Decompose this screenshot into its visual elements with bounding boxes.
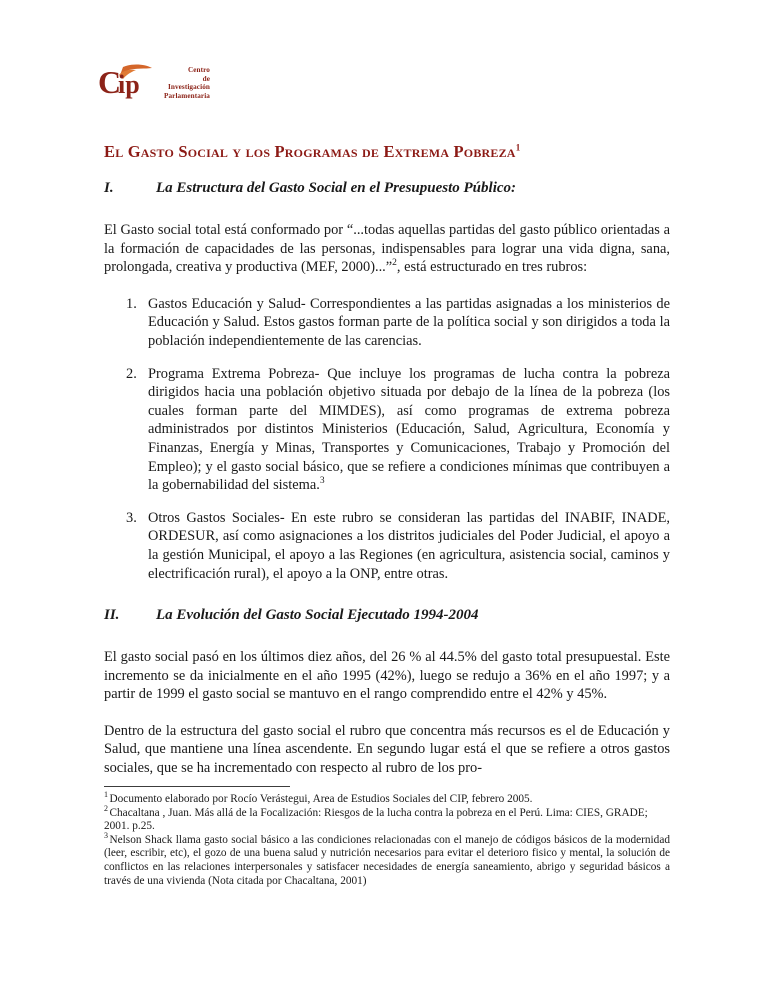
intro-text-part-1: El Gasto social total está conformado por “...todas aquellas partidas del gasto público orientadas a la formación de capacidades de las personas, indispensables para lograr una vida digna, sana, prolongada, creativa y productiva (MEF, 2000)...” <box>104 222 670 276</box>
rubros-list <box>104 295 670 583</box>
list-item-marker: 3. <box>126 509 137 526</box>
list-item-text: Otros Gastos Sociales- En este rubro se consideran las partidas del INABIF, INADE, ORDESUR, así como asignaciones a los distritos judiciales del Poder Judicial, el apoyo a la gestión Municipal, el apoyo a las Regiones (en agricultura, asistencia social, caminos y electrificación rural), el apoyo a la ONP, entre otras. <box>148 509 670 582</box>
svg-text:ip: ip <box>118 70 140 99</box>
list-item-footnote-ref: 3 <box>319 476 325 487</box>
footnote-2-text: Chacaltana , Juan. Más allá de la Focalización: Riesgos de la lucha contra la pobreza en el Perú. Lima: CIES, GRADE; 2001. p.25. <box>104 806 648 833</box>
cip-logo-line-3: Investigación <box>167 83 210 91</box>
cip-logo-line-2: de <box>202 74 210 83</box>
list-item-text: Gastos Educación y Salud- Correspondientes a las partidas asignadas a los ministerios de Educación y Salud. Estos gastos forman parte de la política social y son dirigidos a toda la población independientemente de las carencias. <box>148 295 670 349</box>
section-heading-1 <box>104 180 670 197</box>
document-title-text: El Gasto Social y los Programas de Extrema Pobreza <box>104 142 516 162</box>
section-numeral-2: II. <box>104 607 120 624</box>
list-item-marker: 2. <box>126 365 137 382</box>
footnote-1 <box>104 790 670 807</box>
footnote-1-marker: 1 <box>104 790 108 800</box>
section-heading-2 <box>104 607 670 624</box>
list-item <box>104 365 670 495</box>
section-numeral-1: I. <box>104 180 114 196</box>
footnote-2 <box>104 803 670 834</box>
svg-text:C: C <box>98 64 122 100</box>
cip-logo-mark <box>98 62 156 100</box>
footnotes-area <box>104 786 670 888</box>
cip-logo-wordmark <box>154 66 210 100</box>
footnote-separator-rule <box>104 786 290 787</box>
intro-text-part-2: , está estructurado en tres rubros: <box>396 259 588 276</box>
cip-logo-line-4: Parlamentaria <box>163 91 210 100</box>
section-title-1: La Estructura del Gasto Social en el Presupuesto Público: <box>156 180 517 196</box>
footnote-3-marker: 3 <box>104 831 108 841</box>
list-item-marker: 1. <box>126 295 137 312</box>
footnote-1-text: Documento elaborado por Rocío Verástegui, Area de Estudios Sociales del CIP, febrero 2005. <box>109 793 533 805</box>
list-item <box>104 295 670 351</box>
section-title-2: La Evolución del Gasto Social Ejecutado 1994-2004 <box>156 607 479 624</box>
list-item <box>104 509 670 583</box>
list-item-text: Programa Extrema Pobreza- Que incluye los programas de lucha contra la pobreza dirigidos hacia una población objetivo situada por debajo de la línea de la pobreza (los cuales forman parte del MIMDES), así como programas de extrema pobreza administrados por distintos Ministerios (Educación, Salud, Agricultura, Economía y Finanzas, Energía y Minas, Transportes y Comunicaciones, Trabajo y Promoción del Empleo); y el gasto social básico, que se refiere a condiciones mínimas que contribuyen a la gobernabilidad del sistema. <box>148 365 670 494</box>
section-2-paragraph-2: Dentro de la estructura del gasto social el rubro que concentra más recursos es el de Educación y Salud, que mantiene una línea ascendente. En segundo lugar está el que se refiere a otros gastos sociales, que se ha incrementado con respecto al rubro de los pro- <box>104 722 670 777</box>
title-footnote-ref: 1 <box>515 142 521 153</box>
footnote-3 <box>104 831 670 888</box>
cip-logo <box>98 60 208 110</box>
section-2-paragraph-1: El gasto social pasó en los últimos diez años, del 26 % al 44.5% del gasto total presupuestal. Este incremento se da inicialmente en el año 1995 (42%), luego se redujo a 36% en el año 1997; y a partir de 1999 el gasto social se mantuvo en el rango comprendido entre el 42% y 45%. <box>104 649 670 703</box>
intro-footnote-ref: 2 <box>392 258 397 269</box>
footnote-3-text: Nelson Shack llama gasto social básico a las condiciones relacionadas con el manejo de códigos básicos de la modernidad (leer, escribir, etc), el gozo de una buena salud y nutrición necesarios para evitar el deterioro fisico y mental, la solución de conflictos en las relaciones interpersonales y satisfacer necesidades de energía saneamiento, abrigo y seguridad básicos a través de una vivienda (Nota citada por Chacaltana, 2001) <box>104 833 670 887</box>
document-title <box>104 142 684 162</box>
document-body <box>104 180 670 778</box>
cip-logo-line-1: Centro <box>187 66 210 74</box>
section-1-intro-paragraph <box>104 221 670 277</box>
footnote-2-marker: 2 <box>104 803 108 813</box>
